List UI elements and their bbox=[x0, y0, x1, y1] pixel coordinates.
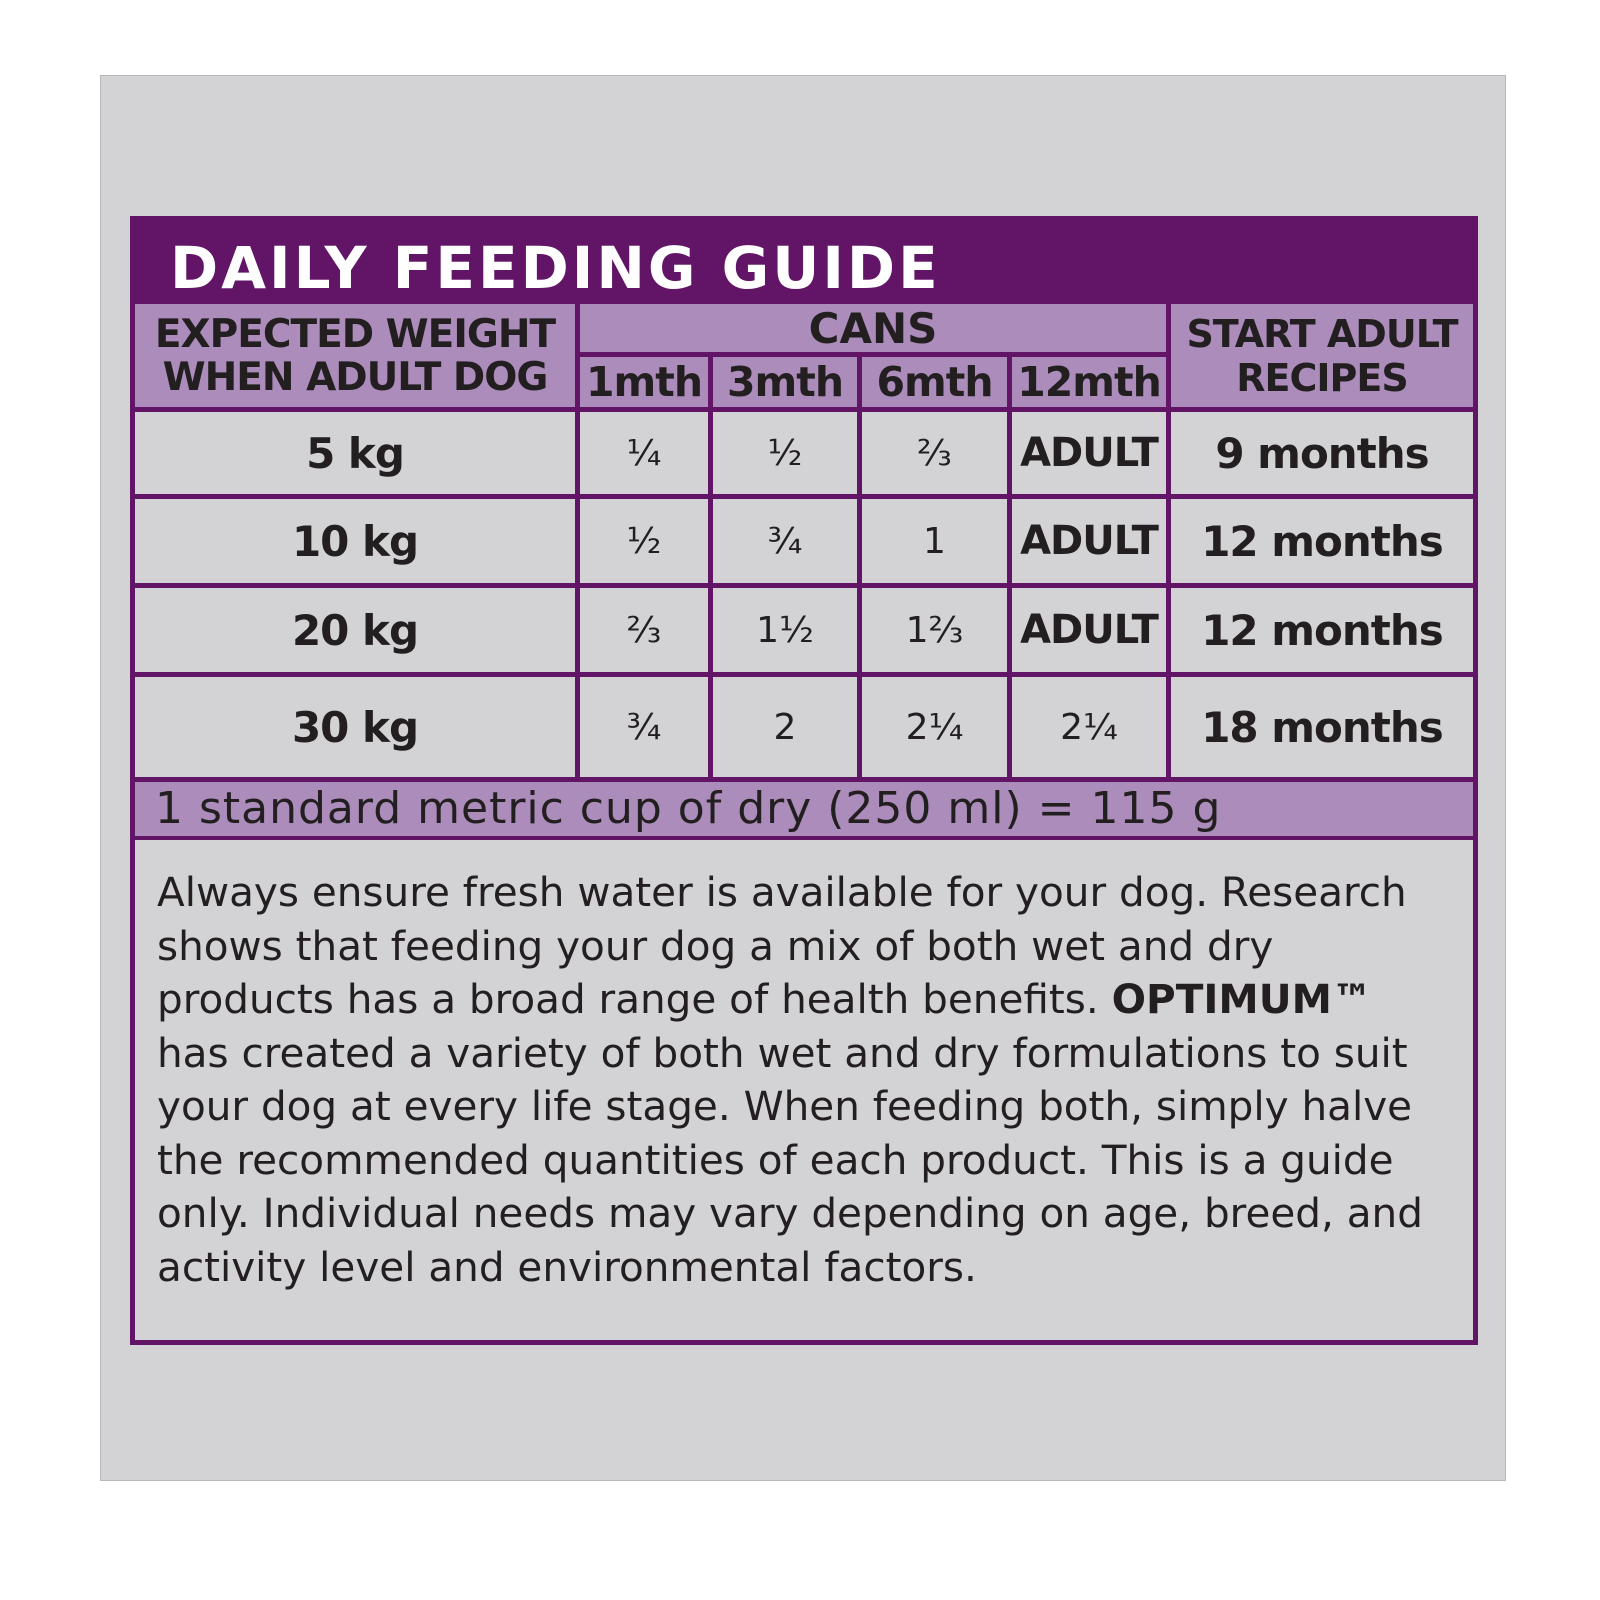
header-month-3: 3mth bbox=[713, 357, 857, 407]
advice-line: only. Individual needs may vary depending on age, breed, and bbox=[157, 1189, 1423, 1237]
row-cans-1mth: ⅔ bbox=[580, 588, 708, 672]
row-cans-1mth: ½ bbox=[580, 499, 708, 583]
row-cans-6mth: 1 bbox=[862, 499, 1007, 583]
advice-line: Always ensure fresh water is available for your dog. Research bbox=[157, 868, 1407, 916]
row-cans-1mth: ¼ bbox=[580, 412, 708, 494]
advice-line-brand bbox=[157, 973, 1457, 1027]
header-month-6: 6mth bbox=[862, 357, 1007, 407]
row-cans-12mth: ADULT bbox=[1012, 412, 1166, 494]
row-cans-12mth: ADULT bbox=[1012, 499, 1166, 583]
header-month-1: 1mth bbox=[580, 357, 708, 407]
daily-feeding-guide bbox=[130, 216, 1478, 1345]
row-cans-12mth: ADULT bbox=[1012, 588, 1166, 672]
row-cans-6mth: 1⅔ bbox=[862, 588, 1007, 672]
advice-line: has created a variety of both wet and dry formulations to suit bbox=[157, 1028, 1408, 1077]
brand-name: OPTIMUM™ bbox=[1111, 975, 1373, 1023]
feeding-advice-paragraph bbox=[157, 866, 1457, 1294]
header-weight-line1: EXPECTED WEIGHT bbox=[154, 311, 556, 357]
header-start-adult-recipes bbox=[1171, 304, 1473, 407]
row-start-adult: 9 months bbox=[1171, 412, 1473, 494]
header-start-line2: RECIPES bbox=[1236, 355, 1408, 400]
advice-line: your dog at every life stage. When feeding both, simply halve bbox=[157, 1082, 1413, 1130]
row-weight: 30 kg bbox=[135, 677, 575, 777]
header-month-12: 12mth bbox=[1012, 357, 1166, 407]
row-start-adult: 12 months bbox=[1171, 588, 1473, 672]
row-cans-1mth: ¾ bbox=[580, 677, 708, 777]
row-cans-6mth: ⅔ bbox=[862, 412, 1007, 494]
advice-line: the recommended quantities of each product. This is a guide bbox=[157, 1135, 1394, 1184]
row-cans-3mth: 1½ bbox=[713, 588, 857, 672]
header-expected-weight bbox=[135, 304, 575, 407]
cup-conversion-note: 1 standard metric cup of dry (250 ml) = 115 g bbox=[135, 782, 1473, 836]
row-weight: 5 kg bbox=[135, 412, 575, 494]
row-cans-6mth: 2¼ bbox=[862, 677, 1007, 777]
row-cans-3mth: 2 bbox=[713, 677, 857, 777]
header-start-line1: START ADULT bbox=[1186, 311, 1458, 356]
header-cans: CANS bbox=[580, 304, 1166, 352]
advice-line: activity level and environmental factors. bbox=[157, 1242, 977, 1291]
row-cans-3mth: ¾ bbox=[713, 499, 857, 583]
header-weight-line2: WHEN ADULT DOG bbox=[162, 354, 548, 400]
row-weight: 20 kg bbox=[135, 588, 575, 672]
row-start-adult: 12 months bbox=[1171, 499, 1473, 583]
advice-line: shows that feeding your dog a mix of both wet and dry bbox=[157, 921, 1274, 970]
row-weight: 10 kg bbox=[135, 499, 575, 583]
feeding-advice-box bbox=[135, 840, 1473, 1340]
row-cans-12mth: 2¼ bbox=[1012, 677, 1166, 777]
guide-title: DAILY FEEDING GUIDE bbox=[170, 234, 941, 302]
row-cans-3mth: ½ bbox=[713, 412, 857, 494]
advice-line-text: products has a broad range of health benefits. bbox=[157, 975, 1112, 1023]
row-start-adult: 18 months bbox=[1171, 677, 1473, 777]
